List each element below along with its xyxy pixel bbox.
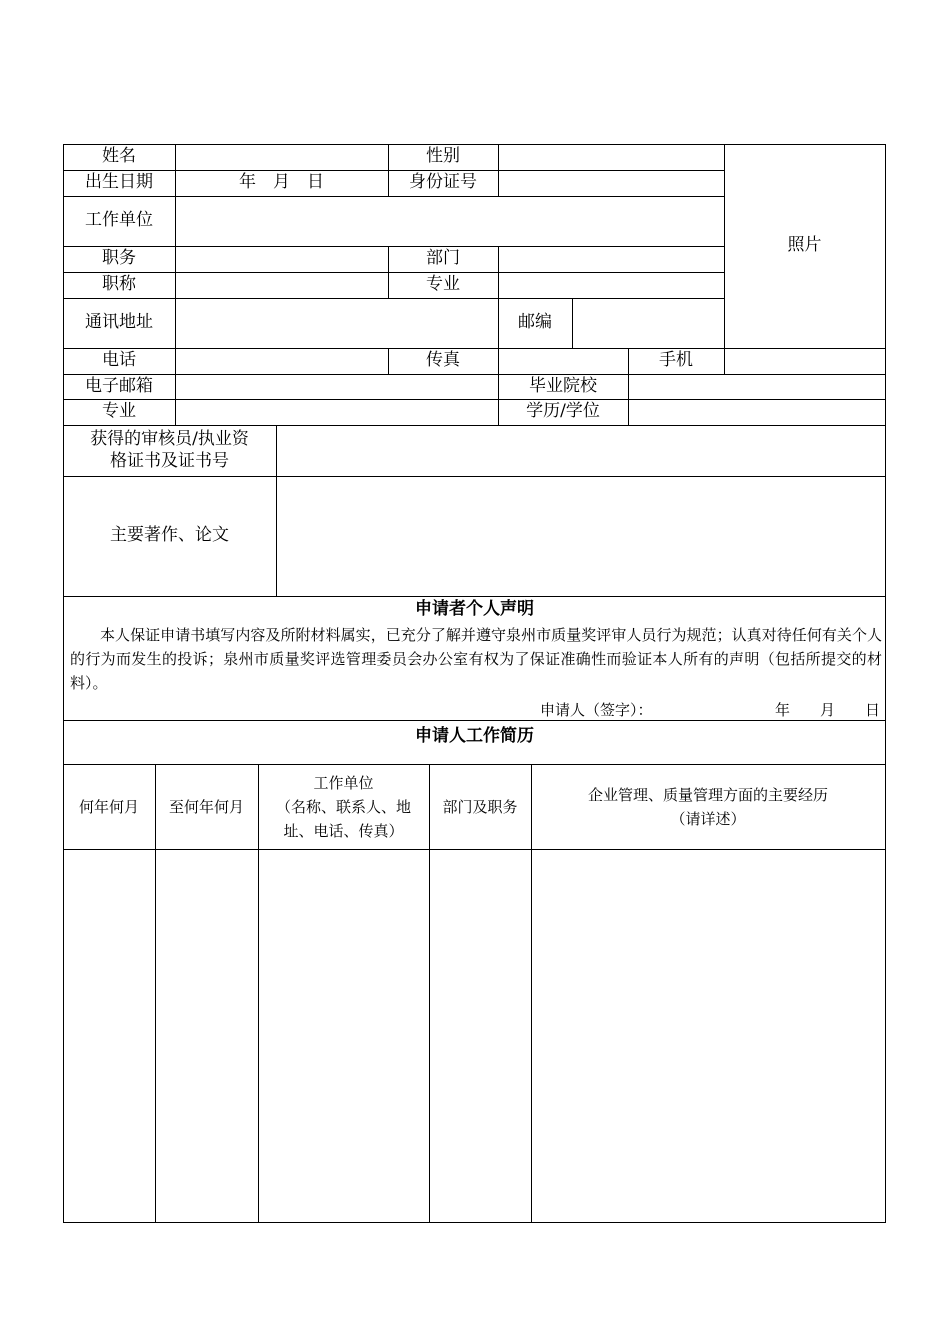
certificates-label	[63, 425, 276, 476]
id-number-label: 身份证号	[409, 172, 477, 193]
resume-title: 申请人工作简历	[415, 726, 534, 747]
department-input[interactable]	[499, 247, 724, 272]
table-border-right	[885, 144, 886, 1223]
name-input[interactable]	[176, 145, 388, 170]
id-number-input[interactable]	[499, 171, 724, 196]
certificates-label-line1: 获得的审核员/执业资	[90, 429, 249, 450]
col-header-from: 何年何月	[78, 797, 139, 816]
phone-label: 电话	[102, 350, 136, 371]
phone-input[interactable]	[176, 349, 388, 374]
declaration-title: 申请者个人声明	[415, 599, 534, 620]
name-label: 姓名	[102, 146, 136, 167]
resume-to-input[interactable]	[156, 850, 258, 1222]
signature-date: 年 月 日	[774, 701, 880, 719]
row-divider	[63, 596, 886, 597]
signature-label: 申请人（签字）：	[540, 701, 653, 719]
col-header-experience-line1: 企业管理、质量管理方面的主要经历	[587, 785, 828, 804]
resume-from-input[interactable]	[64, 850, 155, 1222]
major2-input[interactable]	[176, 400, 498, 425]
position-label: 职务	[102, 248, 136, 269]
col-header-dept: 部门及职务	[442, 797, 518, 816]
education-input[interactable]	[629, 400, 885, 425]
col-header-unit-line3: 址、电话、传真）	[283, 821, 404, 840]
title-label: 职称	[102, 274, 136, 295]
col-header-unit-line1: 工作单位	[313, 773, 374, 792]
department-label: 部门	[426, 248, 460, 269]
position-input[interactable]	[176, 247, 388, 272]
major-input[interactable]	[499, 273, 724, 298]
photo-label: 照片	[787, 235, 822, 256]
gender-label: 性别	[426, 146, 460, 167]
publications-input[interactable]	[277, 477, 885, 596]
certificates-label-line2: 格证书及证书号	[110, 450, 229, 471]
col-header-experience	[531, 764, 885, 849]
postcode-input[interactable]	[573, 299, 724, 348]
work-unit-label: 工作单位	[85, 210, 153, 231]
mobile-label: 手机	[659, 350, 693, 371]
resume-dept-input[interactable]	[430, 850, 531, 1222]
mobile-input[interactable]	[725, 349, 885, 374]
gender-input[interactable]	[499, 145, 724, 170]
col-header-experience-line2: （请详述）	[670, 809, 746, 828]
col-header-unit	[258, 764, 429, 849]
col-header-to: 至何年何月	[168, 797, 244, 816]
birth-date-input[interactable]: 年 月 日	[239, 172, 324, 193]
fax-input[interactable]	[499, 349, 628, 374]
certificates-input[interactable]	[277, 426, 885, 476]
resume-experience-input[interactable]	[532, 850, 885, 1222]
major-label: 专业	[426, 274, 460, 295]
graduated-school-input[interactable]	[629, 375, 885, 399]
email-input[interactable]	[176, 375, 498, 399]
graduated-school-label: 毕业院校	[529, 375, 597, 396]
declaration-body: 本人保证申请书填写内容及所附材料属实，已充分了解并遵守泉州市质量奖评审人员行为规范；认真对待任何有关个人的行为而发生的投诉；泉州市质量奖评选管理委员会办公室有权为了保证准确性而验证本人所有的声明（包括所提交的材料）。	[70, 626, 882, 692]
photo-box[interactable]	[724, 144, 885, 348]
address-input[interactable]	[176, 299, 498, 348]
education-label: 学历/学位	[526, 401, 600, 422]
birth-date-label: 出生日期	[85, 172, 153, 193]
table-border-bottom	[63, 1222, 886, 1223]
publications-label: 主要著作、论文	[110, 525, 229, 546]
email-label: 电子邮箱	[85, 375, 153, 396]
fax-label: 传真	[426, 350, 460, 371]
title-input[interactable]	[176, 273, 388, 298]
work-unit-input[interactable]	[176, 197, 724, 246]
postcode-label: 邮编	[518, 312, 552, 333]
address-label: 通讯地址	[85, 312, 153, 333]
col-header-unit-line2: （名称、联系人、地	[275, 797, 411, 816]
major2-label: 专业	[102, 401, 136, 422]
resume-unit-input[interactable]	[259, 850, 429, 1222]
